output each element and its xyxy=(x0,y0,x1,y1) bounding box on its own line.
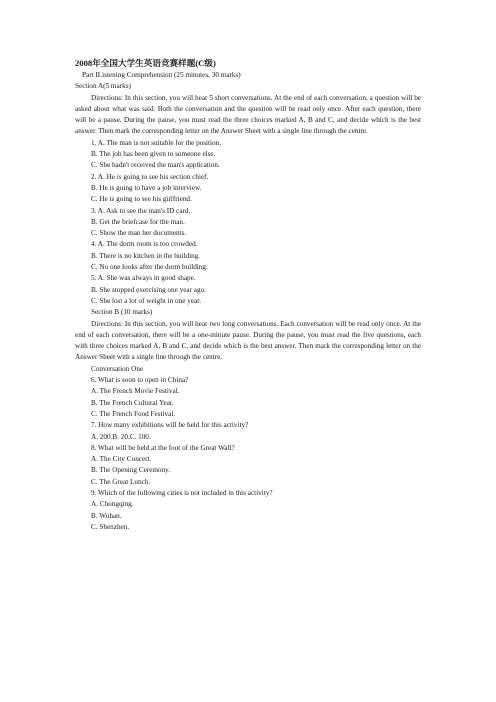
section-b-heading: Section B (10 marks) xyxy=(91,308,153,317)
section-b-line: B. The Opening Ceremony. xyxy=(91,466,171,475)
section-a-line: C. Show the man her documents. xyxy=(91,229,187,238)
section-a-line: B. The job has been given to someone else. xyxy=(91,150,216,159)
section-b-line: 6. What is soon to open in China? xyxy=(91,376,189,385)
section-a-line: C. She lost a lot of weight in one year. xyxy=(91,296,201,305)
section-a-line: C. No one looks after the dorm building. xyxy=(91,263,208,272)
section-b-line: C. The Great Lunch. xyxy=(91,477,151,486)
section-b-line: A. Chongqing. xyxy=(91,500,134,509)
section-b-line: C. Shenzhen. xyxy=(91,522,130,531)
section-b-line: 9. Which of the following cities is not included in this activity? xyxy=(91,488,273,497)
section-b-line: A. The French Movie Festival. xyxy=(91,387,180,396)
section-a-line: 2. A. He is going to see his section chief. xyxy=(91,172,209,181)
document-page xyxy=(75,58,421,533)
section-a-line: B. There is no kitchen in the building. xyxy=(91,251,201,260)
section-b-line: A. 200.B. 20.C. 100. xyxy=(91,432,151,441)
section-a-line: 4. A. The dorm room is too crowded. xyxy=(91,240,198,249)
section-a-line: 5. A. She was always in good shape. xyxy=(91,274,196,283)
section-b-line: 7. How many exhibitions will be held for this activity? xyxy=(91,421,249,430)
document-title: 2008年全国大学生英语竞赛样题(C级) xyxy=(75,58,216,68)
section-a-line: B. He is going to have a job interview. xyxy=(91,183,202,192)
section-a-line: 3. A. Ask to see the man's ID card. xyxy=(91,206,191,215)
section-b-line: A. The City Concert. xyxy=(91,455,152,464)
section-a-line: B. Get the briefcase for the man. xyxy=(91,217,185,226)
section-a-line: B. She stopped exercising one year ago. xyxy=(91,285,206,294)
section-a-line: C. He is going to see his girlfriend. xyxy=(91,195,192,204)
section-a-line: C. She hadn't received the man's application. xyxy=(91,161,220,170)
section-a-heading: Section A(5 marks) xyxy=(75,82,131,91)
section-a-directions: Directions: In this section, you will hear 5 short conversations. At the end of each conversation, a question will be asked about what was said. Both the conversation and the question will be read only once. After each question, there will be a pause. During the pause, you must read the three choices marked A, B and C, and decide which is the best answer. Then mark the corresponding letter on the Answer Sheet with a single line through the centre. xyxy=(75,93,421,136)
section-b-line: B. The French Cultural Year. xyxy=(91,398,174,407)
section-a-line: 1. A. The man is not suitable for the position. xyxy=(91,138,222,147)
section-b-line: C. The French Food Festival. xyxy=(91,409,176,418)
section-b-line: Conversation One xyxy=(91,364,144,373)
part-heading: Part IListening Comprehension (25 minutes, 30 marks) xyxy=(82,71,241,79)
section-b-line: B. Wuhan. xyxy=(91,511,122,520)
section-b-line: 8. What will be held at the foot of the Great Wall? xyxy=(91,443,235,452)
section-b-directions: Directions: In this section, you will hear two long conversations. Each conversation will be read only once. At the end of each conversation, there will be a one-minute pause. During the pause, you must read the five questions, each with three choices marked A, B and C, and decide which is the best answer. Then mark the corresponding letter on the Answer Sheet with a single line through the centre. xyxy=(75,319,421,362)
